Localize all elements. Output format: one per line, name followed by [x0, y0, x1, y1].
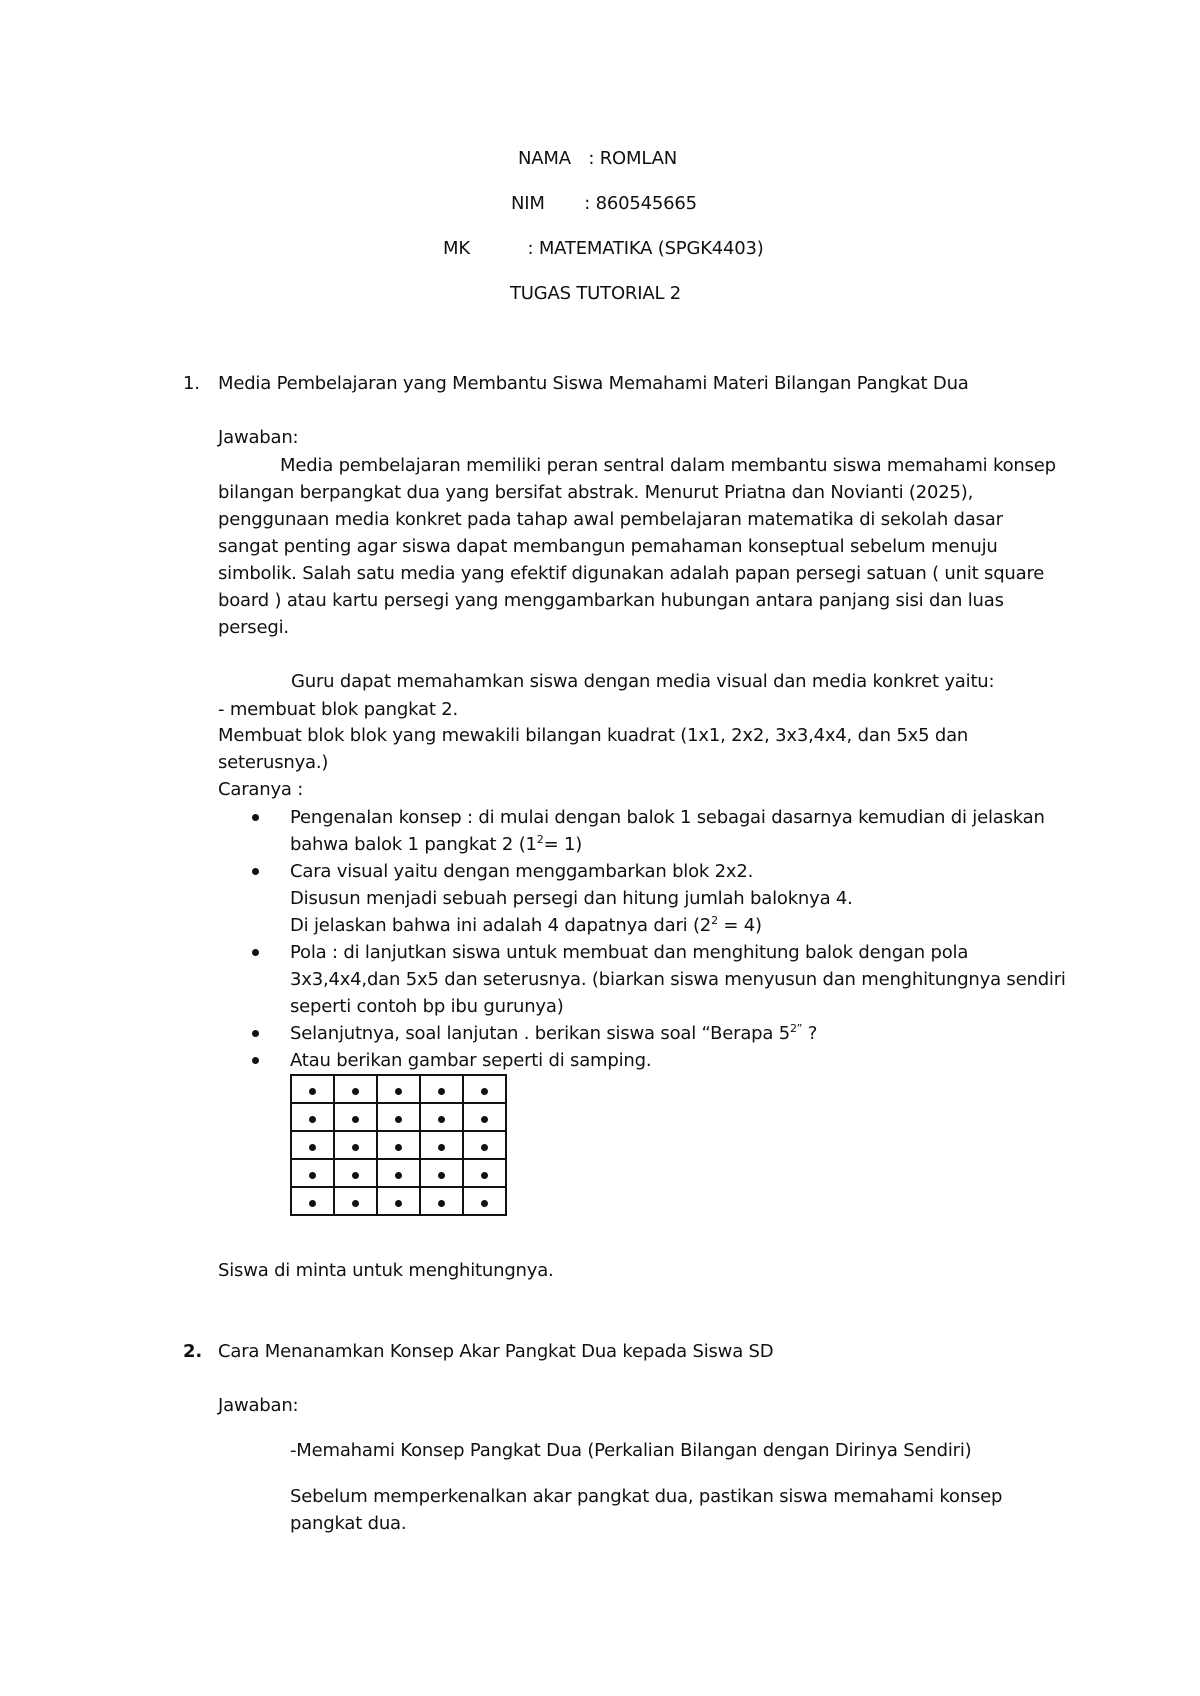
dot-icon — [438, 1088, 445, 1095]
q1-question: Media Pembelajaran yang Membantu Siswa Memahami Materi Bilangan Pangkat Dua — [218, 373, 969, 394]
q1-closing: Siswa di minta untuk menghitungnya. — [218, 1260, 554, 1281]
q2-paragraph: Sebelum memperkenalkan akar pangkat dua, pastikan siswa memahami konsep pangkat dua. — [290, 1486, 1003, 1534]
grid-cell — [334, 1187, 377, 1215]
grid-cell — [420, 1075, 463, 1103]
bullet-4-text: Selanjutnya, soal lanjutan . berikan siswa soal “Berapa 5 — [290, 1023, 790, 1044]
bullet-2-line-1: Cara visual yaitu dengan menggambarkan blok 2x2. — [290, 861, 754, 882]
grid-row — [291, 1103, 506, 1131]
dot-icon — [481, 1172, 488, 1179]
bullet-5-text: Atau berikan gambar seperti di samping. — [290, 1050, 652, 1071]
dot-icon — [309, 1116, 316, 1123]
bullet-2-line-3 — [290, 912, 1068, 939]
bullet-item — [218, 858, 1068, 939]
nama-value: : ROMLAN — [588, 148, 677, 169]
bullet-1-sup: 2 — [536, 833, 544, 846]
dot-icon — [352, 1172, 359, 1179]
grid-cell — [377, 1103, 420, 1131]
nim-line — [511, 193, 697, 214]
dot-icon — [352, 1200, 359, 1207]
dot-icon — [438, 1172, 445, 1179]
grid-cell — [463, 1187, 506, 1215]
q1-bullet-list — [218, 804, 1068, 1074]
dot-icon — [438, 1144, 445, 1151]
grid-row — [291, 1075, 506, 1103]
grid-cell — [463, 1159, 506, 1187]
q1-paragraph-2: Guru dapat memahamkan siswa dengan media visual dan media konkret yaitu: — [291, 671, 995, 692]
dot-grid-table — [290, 1074, 507, 1216]
mk-value: : MATEMATIKA (SPGK4403) — [527, 238, 764, 259]
document-title: TUGAS TUTORIAL 2 — [510, 283, 682, 304]
q1-caranya: Caranya : — [218, 779, 304, 800]
dot-icon — [309, 1144, 316, 1151]
grid-cell — [334, 1159, 377, 1187]
q1-paragraph-1: Media pembelajaran memiliki peran sentral dalam membantu siswa memahami konsep bilangan berpangkat dua yang bersifat abstrak. Menurut Priatna dan Novianti (2025), penggunaan media konkret pada tahap awal pembelajaran matematika di sekolah dasar sangat penting agar siswa dapat membangun pemahaman konseptual sebelum menuju simbolik. Salah satu media yang efektif digunakan adalah papan persegi satuan ( unit square board ) atau kartu persegi yang menggambarkan hubungan antara panjang sisi dan luas persegi. — [218, 455, 1056, 638]
bullet-4-sup: 2” — [790, 1022, 803, 1035]
grid-cell — [420, 1159, 463, 1187]
dot-icon — [309, 1200, 316, 1207]
dot-icon — [395, 1088, 402, 1095]
grid-cell — [420, 1187, 463, 1215]
nama-label: NAMA — [518, 148, 571, 169]
grid-cell — [463, 1131, 506, 1159]
dot-icon — [481, 1088, 488, 1095]
bullet-item — [218, 1047, 1068, 1074]
bullet-item — [218, 1020, 1068, 1047]
bullet-item — [218, 804, 1068, 858]
nim-label: NIM — [511, 193, 545, 214]
grid-cell — [291, 1075, 334, 1103]
bullet-2-end: = 4) — [717, 915, 762, 936]
mk-line — [443, 238, 764, 259]
bullet-3-text: Pola : di lanjutkan siswa untuk membuat dan menghitung balok dengan pola 3x3,4x4,dan 5x5 dan seterusnya. (biarkan siswa menyusun dan menghitungnya sendiri seperti contoh bp ibu gurunya) — [290, 942, 1066, 1017]
dot-icon — [395, 1116, 402, 1123]
dot-icon — [438, 1200, 445, 1207]
bullet-item — [218, 939, 1068, 1020]
q1-line-membuat: Membuat blok blok yang mewakili bilangan kuadrat (1x1, 2x2, 3x3,4x4, dan 5x5 dan seterusnya.) — [218, 725, 969, 773]
grid-cell — [291, 1187, 334, 1215]
q1-number: 1. — [183, 373, 200, 394]
dot-icon — [352, 1144, 359, 1151]
grid-row — [291, 1187, 506, 1215]
grid-cell — [334, 1131, 377, 1159]
q2-sub-heading: -Memahami Konsep Pangkat Dua (Perkalian Bilangan dengan Dirinya Sendiri) — [290, 1440, 972, 1461]
dot-icon — [395, 1200, 402, 1207]
grid-cell — [463, 1103, 506, 1131]
dot-icon — [481, 1200, 488, 1207]
grid-row — [291, 1131, 506, 1159]
dot-icon — [309, 1088, 316, 1095]
grid-cell — [420, 1103, 463, 1131]
dot-icon — [438, 1116, 445, 1123]
grid-cell — [334, 1103, 377, 1131]
grid-row — [291, 1159, 506, 1187]
bullet-2-line-3-text: Di jelaskan bahwa ini adalah 4 dapatnya dari (2 — [290, 915, 712, 936]
nama-line — [518, 148, 677, 169]
grid-cell — [334, 1075, 377, 1103]
bullet-2-sup: 2 — [711, 914, 718, 927]
bullet-1-text: Pengenalan konsep : di mulai dengan balok 1 sebagai dasarnya kemudian di jelaskan bahwa balok 1 pangkat 2 (1 — [290, 807, 1045, 855]
grid-cell — [291, 1159, 334, 1187]
q2-question: Cara Menanamkan Konsep Akar Pangkat Dua kepada Siswa SD — [218, 1341, 774, 1362]
nim-value: : 860545665 — [584, 193, 697, 214]
q2-number: 2. — [183, 1341, 202, 1362]
grid-cell — [377, 1187, 420, 1215]
q2-answer-label: Jawaban: — [218, 1395, 299, 1416]
bullet-1-end: = 1) — [543, 834, 583, 855]
dot-icon — [309, 1172, 316, 1179]
grid-cell — [420, 1131, 463, 1159]
grid-cell — [377, 1159, 420, 1187]
dot-icon — [395, 1172, 402, 1179]
q1-line-blok: - membuat blok pangkat 2. — [218, 699, 458, 720]
grid-cell — [291, 1131, 334, 1159]
grid-cell — [377, 1131, 420, 1159]
grid-cell — [291, 1103, 334, 1131]
dot-icon — [481, 1144, 488, 1151]
bullet-4-end: ? — [802, 1023, 818, 1044]
mk-label: MK — [443, 238, 470, 259]
dot-icon — [352, 1088, 359, 1095]
q1-answer-label: Jawaban: — [218, 427, 299, 448]
dot-icon — [352, 1116, 359, 1123]
grid-cell — [377, 1075, 420, 1103]
dot-icon — [395, 1144, 402, 1151]
dot-icon — [481, 1116, 488, 1123]
grid-cell — [463, 1075, 506, 1103]
bullet-2-line-2: Disusun menjadi sebuah persegi dan hitung jumlah baloknya 4. — [290, 888, 853, 909]
